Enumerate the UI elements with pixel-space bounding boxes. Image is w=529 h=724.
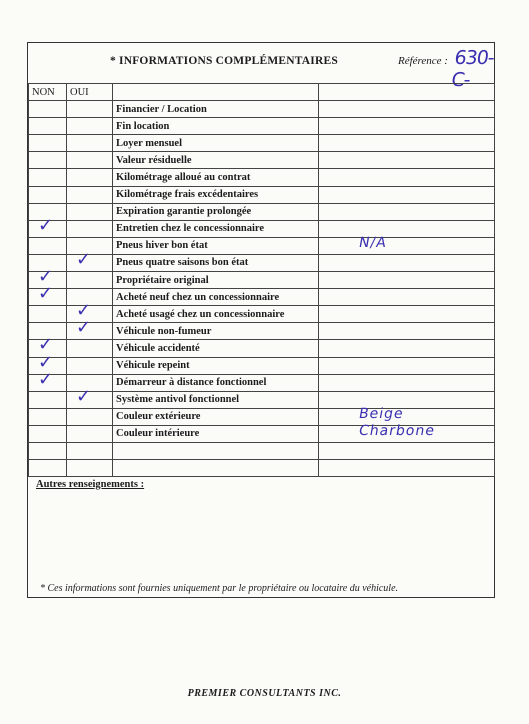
row-label: Véhicule repeint [113, 357, 319, 374]
row-label: Pneus quatre saisons bon état [113, 254, 319, 271]
row-label: Démarreur à distance fonctionnel [113, 374, 319, 391]
non-checkbox-cell[interactable] [29, 169, 67, 186]
table-row [29, 442, 495, 459]
check-mark-icon: ✓ [76, 300, 92, 322]
check-mark-icon: ✓ [38, 266, 54, 288]
row-value-field[interactable] [319, 152, 495, 169]
row-value-field[interactable] [319, 357, 495, 374]
table-row [29, 460, 495, 477]
check-mark-icon: ✓ [38, 351, 54, 373]
non-checkbox-cell[interactable] [29, 368, 67, 391]
table-row [29, 220, 495, 237]
check-mark-icon: ✓ [76, 317, 92, 339]
oui-checkbox-cell[interactable] [67, 272, 113, 289]
row-value-field[interactable] [319, 422, 495, 442]
table-row [29, 340, 495, 357]
row-value-field[interactable] [319, 234, 495, 254]
autres-title: Autres renseignements : [36, 479, 145, 490]
row-value-field[interactable] [319, 220, 495, 237]
row-label: Système antivol fonctionnel [113, 391, 319, 408]
row-value-field[interactable] [319, 118, 495, 135]
non-checkbox-cell[interactable] [29, 408, 67, 425]
oui-checkbox-cell[interactable] [67, 385, 113, 408]
non-checkbox-cell[interactable] [29, 214, 67, 237]
column-header-oui: OUI [67, 84, 113, 101]
table-row [29, 152, 495, 169]
non-checkbox-cell[interactable] [29, 101, 67, 118]
check-mark-icon: ✓ [76, 248, 92, 270]
row-label: Kilométrage frais excédentaires [113, 186, 319, 203]
oui-checkbox-cell[interactable] [67, 357, 113, 374]
table-row [29, 169, 495, 186]
row-label: Fin location [113, 118, 319, 135]
row-label: Acheté usagé chez un concessionnaire [113, 306, 319, 323]
table-row [29, 237, 495, 254]
oui-checkbox-cell[interactable] [67, 152, 113, 169]
oui-checkbox-cell[interactable] [67, 408, 113, 425]
oui-checkbox-cell[interactable] [67, 442, 113, 459]
row-label: Expiration garantie prolongée [113, 203, 319, 220]
oui-checkbox-cell[interactable] [67, 203, 113, 220]
non-checkbox-cell[interactable] [29, 118, 67, 135]
row-value-field[interactable] [319, 340, 495, 357]
row-label: Véhicule accidenté [113, 340, 319, 357]
info-table [28, 83, 495, 477]
row-value-field[interactable] [319, 460, 495, 477]
table-row [29, 357, 495, 374]
table-row [29, 254, 495, 271]
row-value-field[interactable] [319, 101, 495, 118]
non-checkbox-cell[interactable] [29, 391, 67, 408]
row-label: Acheté neuf chez un concessionnaire [113, 289, 319, 306]
check-mark-icon: ✓ [38, 283, 54, 305]
row-value-field[interactable] [319, 442, 495, 459]
table-row [29, 203, 495, 220]
row-value-field[interactable] [319, 169, 495, 186]
non-checkbox-cell[interactable] [29, 283, 67, 306]
row-label: Couleur extérieure [113, 408, 319, 425]
check-mark-icon: ✓ [38, 334, 54, 356]
row-label [113, 460, 319, 477]
table-row [29, 374, 495, 391]
check-mark-icon: ✓ [38, 214, 54, 236]
oui-checkbox-cell[interactable] [67, 101, 113, 118]
row-label: Kilométrage alloué au contrat [113, 169, 319, 186]
form-title: * INFORMATIONS COMPLÉMENTAIRES [110, 55, 338, 67]
non-checkbox-cell[interactable] [29, 237, 67, 254]
column-header-non: NON [29, 84, 67, 101]
row-label: Valeur résiduelle [113, 152, 319, 169]
oui-checkbox-cell[interactable] [67, 340, 113, 357]
row-label: Entretien chez le concessionnaire [113, 220, 319, 237]
check-mark-icon: ✓ [38, 368, 54, 390]
column-header-row [29, 84, 495, 101]
row-label [113, 442, 319, 459]
row-label: Loyer mensuel [113, 135, 319, 152]
oui-checkbox-cell[interactable] [67, 248, 113, 271]
row-value-field[interactable] [319, 323, 495, 340]
info-form [27, 42, 495, 598]
oui-checkbox-cell[interactable] [67, 460, 113, 477]
non-checkbox-cell[interactable] [29, 460, 67, 477]
row-value-field[interactable] [319, 289, 495, 306]
table-row [29, 425, 495, 442]
table-row [29, 186, 495, 203]
row-value-field[interactable] [319, 186, 495, 203]
row-label: Financier / Location [113, 101, 319, 118]
oui-checkbox-cell[interactable] [67, 186, 113, 203]
handwritten-value: Beige [357, 405, 406, 422]
non-checkbox-cell[interactable] [29, 135, 67, 152]
company-name: PREMIER CONSULTANTS INC. [187, 688, 342, 699]
reference-value: 630-C- [449, 47, 496, 91]
row-value-field[interactable] [319, 272, 495, 289]
non-checkbox-cell[interactable] [29, 306, 67, 323]
table-row [29, 306, 495, 323]
table-row [29, 323, 495, 340]
oui-checkbox-cell[interactable] [67, 317, 113, 340]
check-mark-icon: ✓ [76, 385, 92, 407]
table-row [29, 391, 495, 408]
oui-checkbox-cell[interactable] [67, 135, 113, 152]
column-header-blank [113, 84, 319, 101]
row-value-field[interactable] [319, 391, 495, 408]
handwritten-value: Charbone [357, 422, 437, 439]
non-checkbox-cell[interactable] [29, 425, 67, 442]
handwritten-value: N/A [357, 234, 389, 251]
reference-label: Référence : [398, 55, 448, 67]
column-header-blank [319, 84, 495, 101]
row-value-field[interactable] [319, 306, 495, 323]
row-value-field[interactable] [319, 203, 495, 220]
table-row [29, 272, 495, 289]
row-label: Véhicule non-fumeur [113, 323, 319, 340]
oui-checkbox-cell[interactable] [67, 425, 113, 442]
non-checkbox-cell[interactable] [29, 186, 67, 203]
row-label: Couleur intérieure [113, 425, 319, 442]
row-value-field[interactable] [319, 135, 495, 152]
row-label: Pneus hiver bon état [113, 237, 319, 254]
table-row [29, 101, 495, 118]
non-checkbox-cell[interactable] [29, 442, 67, 459]
row-label: Propriétaire original [113, 272, 319, 289]
form-header [28, 43, 496, 91]
row-value-field[interactable] [319, 374, 495, 391]
oui-checkbox-cell[interactable] [67, 169, 113, 186]
oui-checkbox-cell[interactable] [67, 220, 113, 237]
non-checkbox-cell[interactable] [29, 152, 67, 169]
table-row [29, 118, 495, 135]
row-value-field[interactable] [319, 254, 495, 271]
oui-checkbox-cell[interactable] [67, 118, 113, 135]
footnote: * Ces informations sont fournies uniquement par le propriétaire ou locataire du véhicule. [40, 583, 399, 594]
table-row [29, 135, 495, 152]
table-row [29, 289, 495, 306]
